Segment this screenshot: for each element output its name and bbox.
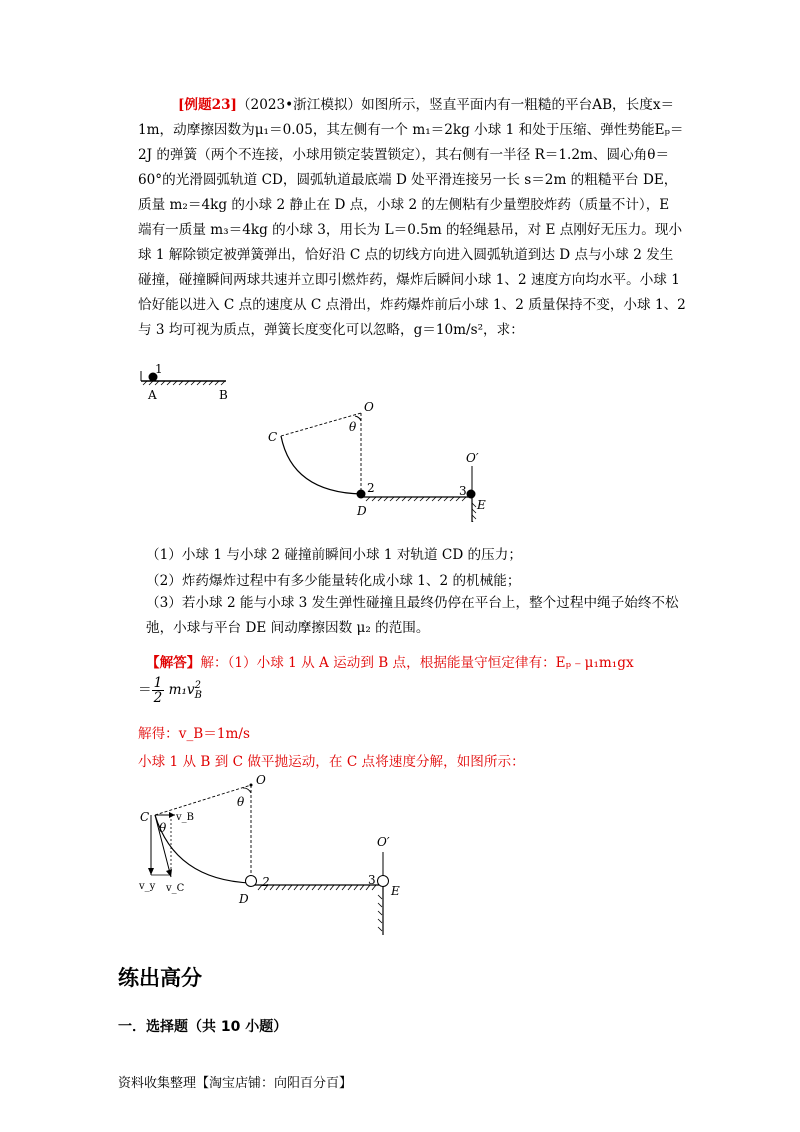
answer-line-1-text: 解：（1）小球 1 从 A 运动到 B 点，根据能量守恒定律有：Eₚ﹣μ₁m₁gx	[200, 655, 634, 671]
label-o-prime: O′	[466, 451, 479, 465]
ball-2	[357, 490, 366, 499]
equation-prefix: ＝	[138, 682, 152, 698]
fig2-label-vy: v_y	[139, 881, 156, 892]
fraction-numerator: 1	[153, 675, 163, 691]
figure-1	[0, 362, 800, 522]
footer-note: 资料收集整理【淘宝店铺：向阳百分百】	[118, 1076, 353, 1091]
fig2-label-ball-2: 2	[262, 875, 270, 889]
answer-equation	[138, 676, 202, 705]
problem-text	[138, 93, 686, 343]
section-subheading: 一．选择题（共 10 小题）	[118, 1019, 288, 1035]
fig2-label-o-prime: O′	[377, 835, 390, 849]
answer-line-1	[146, 651, 634, 671]
question-2: （2）炸药爆炸过程中有多少能量转化成小球 1、2 的机械能；	[146, 573, 521, 589]
ball-3	[467, 490, 476, 499]
question-1: （1）小球 1 与小球 2 碰撞前瞬间小球 1 对轨道 CD 的压力；	[146, 547, 522, 563]
figure-2	[0, 770, 800, 940]
fig2-label-e: E	[391, 884, 400, 898]
fraction-denominator: 2	[153, 690, 163, 706]
label-c: C	[268, 430, 278, 444]
section-heading: 练出高分	[118, 966, 202, 990]
equation-fraction	[152, 676, 165, 705]
label-o: O	[364, 400, 374, 414]
fig2-ball-3	[378, 876, 389, 887]
label-e: E	[477, 498, 486, 512]
fig2-ball-2	[246, 876, 257, 887]
answer-line-2: 解得：v_B＝1m/s	[138, 726, 250, 742]
answer-line-3: 小球 1 从 B 到 C 做平抛运动，在 C 点将速度分解，如图所示：	[138, 754, 525, 770]
question-3-text: （3）若小球 2 能与小球 3 发生弹性碰撞且最终仍停在平台上，整个过程中绳子始终不松弛，小球与平台 DE 间动摩擦因数 μ₂ 的范围。	[146, 595, 679, 636]
equation-sup: 2	[194, 679, 201, 691]
fig2-label-theta: θ	[237, 795, 245, 809]
fig2-label-theta-c: θ	[159, 821, 167, 835]
equation-sub: B	[194, 689, 202, 701]
label-ball-2: 2	[367, 481, 375, 495]
fig2-label-vc: v_C	[166, 883, 185, 894]
fig2-label-c: C	[140, 810, 150, 824]
label-ball-3: 3	[459, 484, 467, 498]
label-ball-1: 1	[155, 362, 163, 376]
equation-term: m₁v	[168, 682, 195, 698]
problem-body: 如图所示，竖直平面内有一粗糙的平台AB，长度x＝1m，动摩擦因数为μ₁＝0.05，其左侧有一个 m₁＝2kg 小球 1 和处于压缩、弹性势能Eₚ＝2J 的弹簧（两个不连接，小球用锁定装置锁定），其右侧有一半径 R＝1.2m、圆心角θ＝60°的光滑圆弧轨道 CD，圆弧轨道最底端 D 处平滑连接另一长 s＝2m 的粗糙平台 DE，质量 m₂＝4kg 的小球 2 静止在 D 点，小球 2 的左侧粘有少量塑胶炸药（质量不计），E 端有一质量 m₃＝4kg 的小球 3，用长为 L＝0.5m 的轻绳悬吊，对 E 点刚好无压力。现小球 1 解除锁定被弹簧弹出，恰好沿 C 点的切线方向进入圆弧轨道到达 D 点与小球 2 发生碰撞，碰撞瞬间两球共速并立即引燃炸药，爆炸后瞬间小球 1、2 速度方向均水平。小球 1 恰好能以进入 C 点的速度从 C 点滑出，炸药爆炸前后小球 1、2 质量保持不变，小球 1、2 与 3 均可视为质点，弹簧长度变化可以忽略，g＝10m/s²，求：	[138, 97, 686, 338]
fig2-label-vb: v_B	[176, 812, 194, 823]
fig2-label-o: O	[256, 773, 266, 787]
fig2-label-ball-3: 3	[368, 873, 376, 887]
label-a: A	[148, 388, 157, 402]
label-theta: θ	[349, 420, 357, 434]
answer-tag: 【解答】	[146, 655, 201, 671]
label-b: B	[219, 388, 228, 402]
fig2-label-d: D	[239, 892, 249, 906]
problem-source: （2023•浙江模拟）	[236, 97, 362, 113]
problem-tag: [例题23]	[178, 97, 237, 113]
question-3	[138, 591, 686, 641]
label-d: D	[357, 504, 367, 518]
